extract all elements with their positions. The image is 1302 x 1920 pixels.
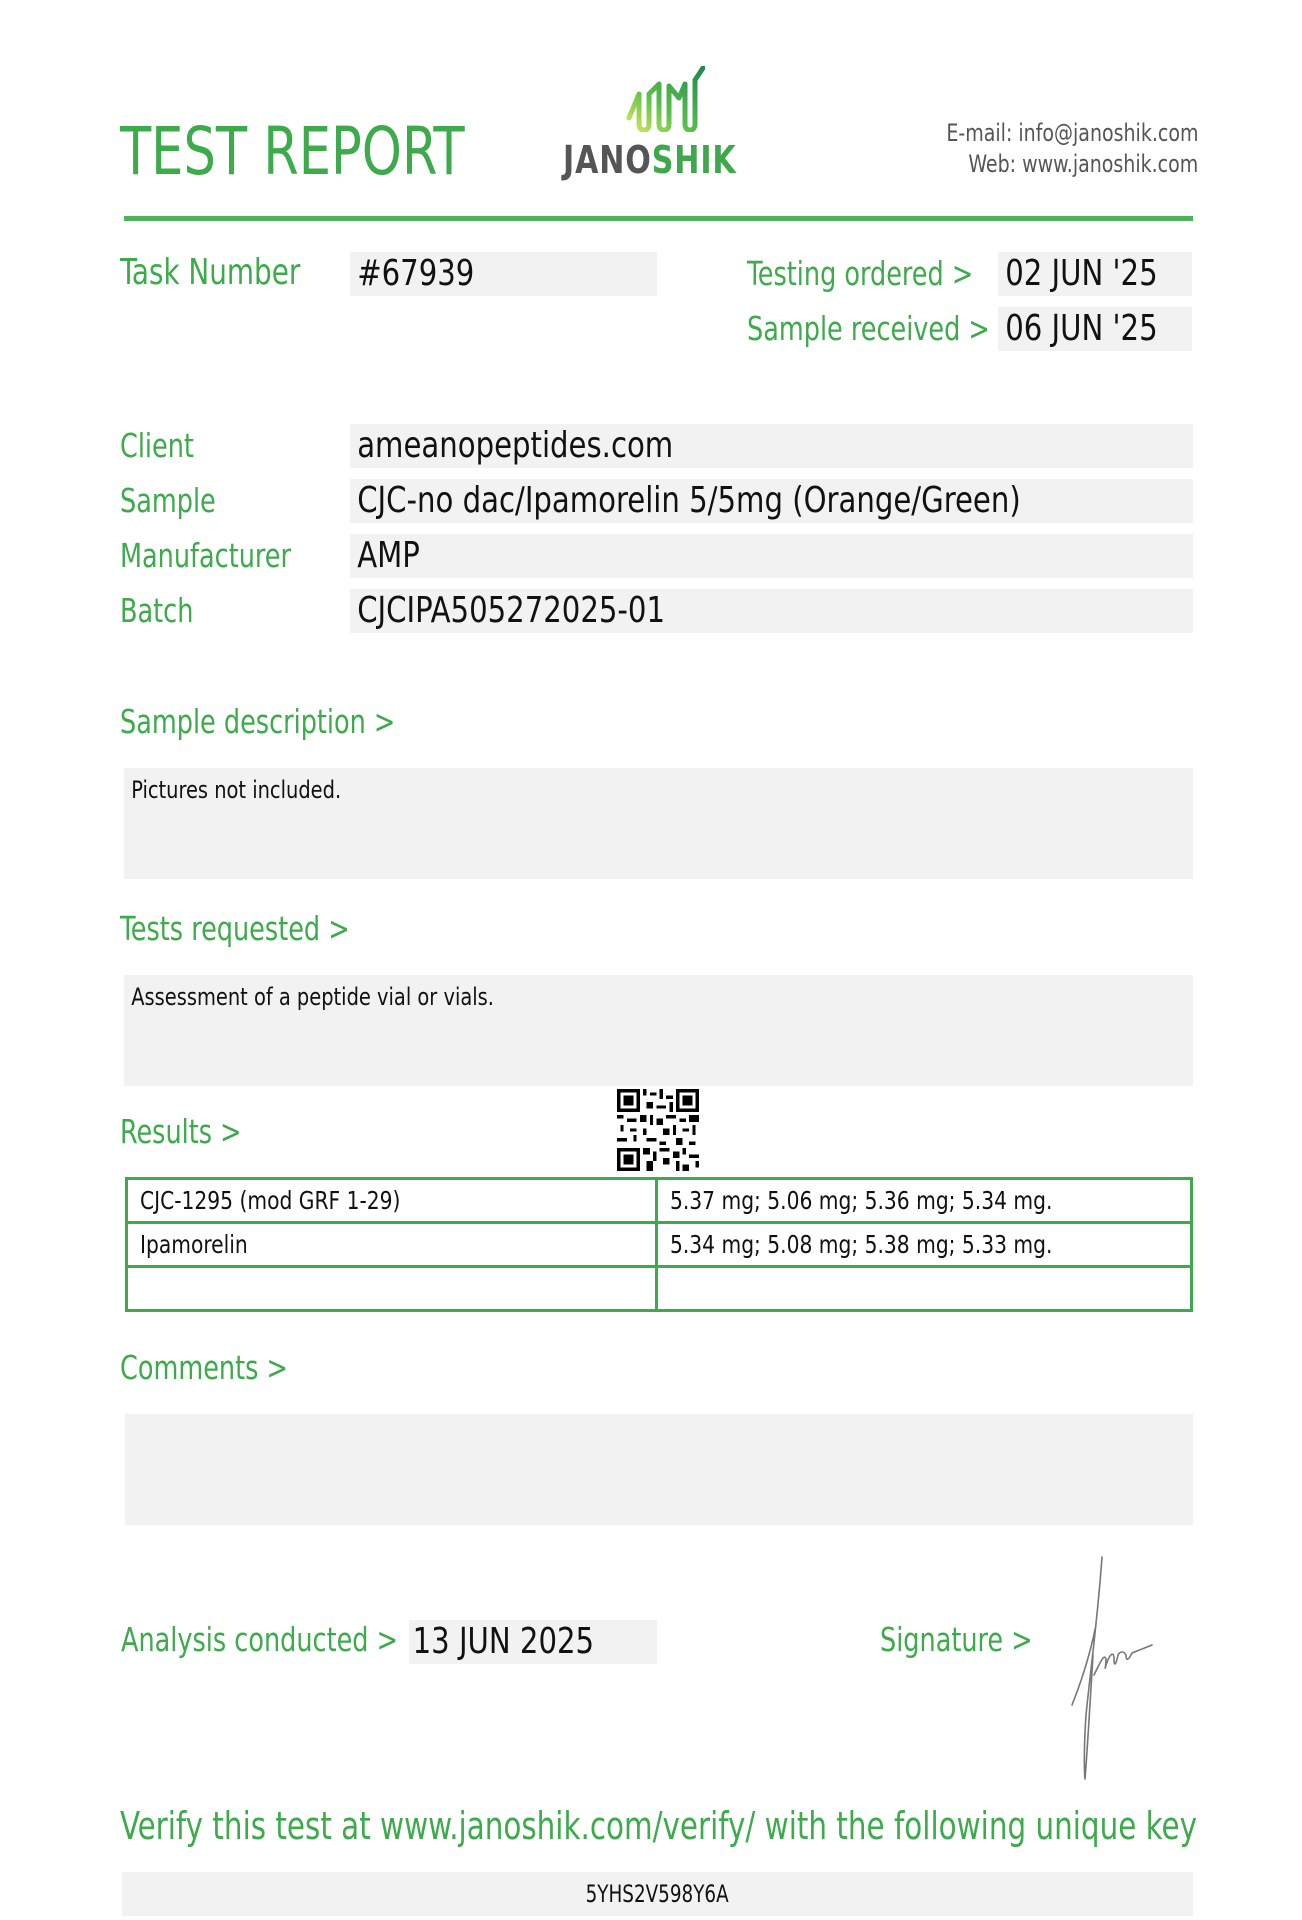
page-title: TEST REPORT: [120, 113, 465, 190]
signature-label: Signature >: [880, 1620, 1033, 1659]
result-compound-cell: [127, 1223, 657, 1267]
task-number-label: Task Number: [120, 252, 301, 293]
tests-requested-text: Assessment of a peptide vial or vials.: [131, 983, 494, 1011]
result-value: 5.34 mg; 5.08 mg; 5.38 mg; 5.33 mg.: [670, 1230, 1053, 1259]
analysis-date-value: 13 JUN 2025: [412, 1621, 595, 1662]
manufacturer-value: AMP: [357, 535, 420, 576]
tests-requested-box: [124, 975, 1193, 1086]
qr-code[interactable]: [617, 1089, 699, 1171]
result-value-cell: [657, 1267, 1192, 1311]
batch-field: [350, 589, 1193, 633]
result-compound: CJC-1295 (mod GRF 1-29): [140, 1186, 401, 1215]
batch-value: CJCIPA505272025-01: [357, 590, 666, 631]
testing-ordered-value: 02 JUN '25: [1005, 253, 1158, 294]
client-field: [350, 424, 1193, 468]
results-heading: Results >: [120, 1112, 242, 1151]
result-compound: Ipamorelin: [140, 1230, 248, 1259]
client-label: Client: [120, 426, 194, 465]
table-row: [127, 1179, 1192, 1223]
signature-image: [1068, 1555, 1158, 1781]
batch-label: Batch: [120, 591, 194, 630]
verify-instructions: Verify this test at www.janoshik.com/verify/ with the following unique key: [120, 1804, 1198, 1848]
sample-received-field: [998, 307, 1192, 351]
header-divider: [124, 216, 1193, 221]
sample-label: Sample: [120, 481, 216, 520]
manufacturer-field: [350, 534, 1193, 578]
table-row: [127, 1223, 1192, 1267]
sample-description-heading: Sample description >: [120, 702, 396, 741]
result-value: 5.37 mg; 5.06 mg; 5.36 mg; 5.34 mg.: [670, 1186, 1053, 1215]
testing-ordered-label: Testing ordered >: [747, 254, 974, 293]
comments-heading: Comments >: [120, 1348, 288, 1387]
analysis-conducted-label: Analysis conducted >: [121, 1620, 399, 1659]
result-compound-cell: [127, 1267, 657, 1311]
results-table: [125, 1177, 1193, 1312]
sample-received-label: Sample received >: [747, 309, 990, 348]
result-compound-cell: [127, 1179, 657, 1223]
client-value: ameanopeptides.com: [357, 425, 674, 466]
logo-chart-icon: [625, 66, 705, 132]
manufacturer-label: Manufacturer: [120, 536, 291, 575]
sample-received-value: 06 JUN '25: [1005, 308, 1158, 349]
unique-key-value: 5YHS2V598Y6A: [585, 1880, 730, 1908]
logo-text-shik: SHIK: [651, 138, 737, 182]
task-number-field: [350, 252, 657, 296]
tests-requested-heading: Tests requested >: [120, 909, 350, 948]
contact-email: E-mail: info@janoshik.com: [945, 119, 1198, 147]
task-number-value: #67939: [357, 253, 475, 294]
sample-value: CJC-no dac/Ipamorelin 5/5mg (Orange/Green): [357, 480, 1021, 521]
sample-description-box: [124, 768, 1193, 879]
table-row: [127, 1267, 1192, 1311]
contact-web: Web: www.janoshik.com: [968, 150, 1198, 178]
testing-ordered-field: [998, 252, 1192, 296]
unique-key-field[interactable]: [122, 1872, 1193, 1916]
comments-box: [125, 1414, 1193, 1525]
logo-text-jano: JANO: [563, 138, 652, 182]
result-value-cell: [657, 1223, 1192, 1267]
result-value-cell: [657, 1179, 1192, 1223]
sample-description-text: Pictures not included.: [131, 776, 342, 804]
janoshik-logo: [563, 66, 753, 182]
sample-field: [350, 479, 1193, 523]
analysis-date-field: [409, 1620, 657, 1664]
comments-text: [125, 1414, 1086, 1430]
